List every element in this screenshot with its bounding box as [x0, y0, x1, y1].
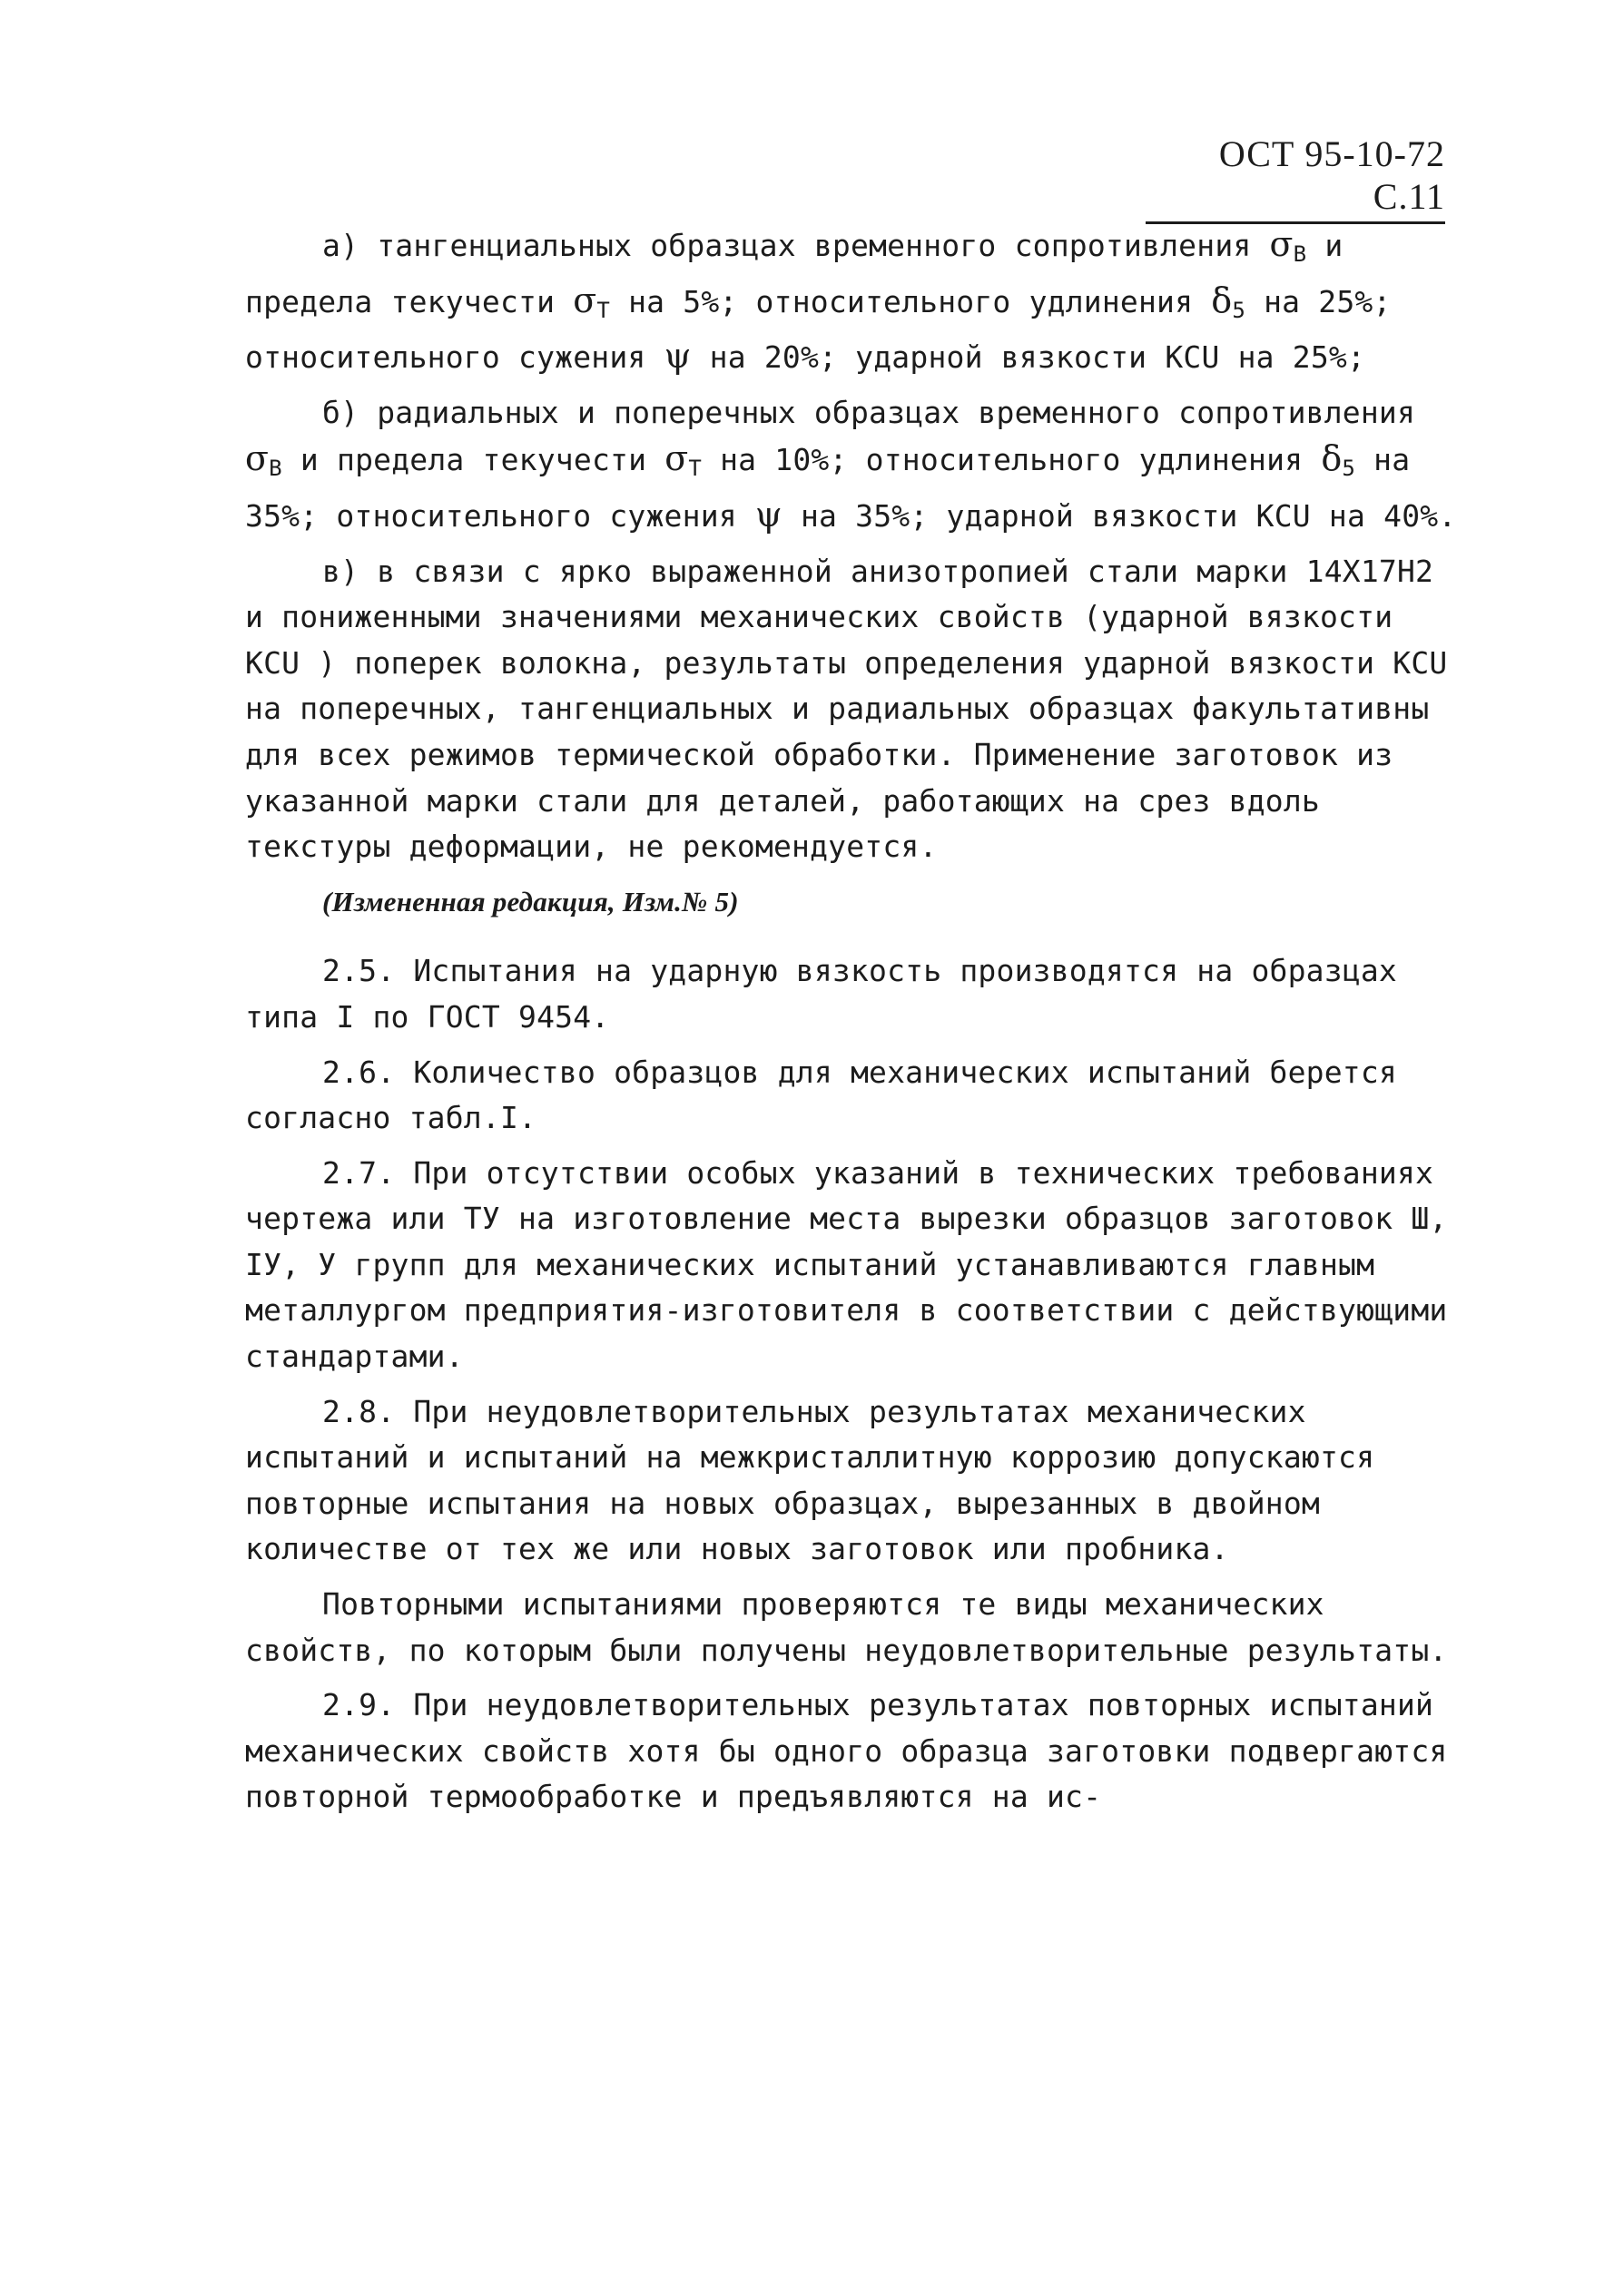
sigma-symbol: σ [664, 438, 689, 479]
paragraph-2-8-continued: Повторными испытаниями проверяются те виды механических свойств, по которым были получены неудовлетворительные результаты. [245, 1586, 1448, 1668]
clause-v: в) в связи с ярко выраженной анизотропией стали марки 14Х17Н2 и пониженными значениями механических свойств (ударной вязкости КСU ) поперек волокна, результаты определения ударной вязкости КСU на поперечных, тангенциальных и радиальных образцах факультативны для всех режимов термической обработки. Применение заготовок из указанной марки стали для деталей, работающих на срез вдоль текстуры деформации, не рекомендуется. [245, 553, 1448, 865]
subscript-b: В [1293, 241, 1307, 267]
clause-a: а) тангенциальных образцах временного сопротивления $\sigma_В$ и предела текучести $\sigma_Т$ на 5%; относительного удлинения $\delta_5$ на 25%; относительного сужения ψ на 20%; ударной вязкости КСU на 25%; [245, 224, 1392, 377]
subscript-5: 5 [1232, 297, 1245, 323]
document-body [245, 221, 1462, 1820]
subscript-b: В [269, 456, 282, 482]
paragraph-2-8: 2.8. При неудовлетворительных результатах механических испытаний и испытаний на межкристаллитную коррозию допускаются повторные испытания на новых образцах, вырезанных в двойном количестве от тех же или новых заготовок или пробника. [245, 1393, 1375, 1567]
delta-symbol: δ [1321, 438, 1343, 479]
sigma-symbol: σ [1269, 224, 1294, 264]
subscript-t: Т [596, 297, 611, 323]
subscript-5: 5 [1342, 456, 1356, 482]
amendment-note: (Измененная редакция, Изм.№ 5) [322, 885, 739, 917]
sigma-symbol: σ [573, 280, 597, 320]
paragraph-2-7: 2.7. При отсутствии особых указаний в технических требованиях чертежа или ТУ на изготовление места вырезки образцов заготовок Ш, IУ, У групп для механических испытаний устанавливаются главным металлургом предприятия-изготовителя в соответствии с действующими стандартами. [245, 1154, 1448, 1375]
clause-b: б) радиальных и поперечных образцах временного сопротивления $\sigma_В$ и предела текучести $\sigma_Т$ на 10%; относительного удлинения $\delta_5$ на 35%; относительного сужения ψ на 35%; ударной вязкости КСU на 40%. [245, 394, 1457, 535]
psi-symbol: ψ [664, 336, 692, 377]
delta-symbol: δ [1211, 280, 1233, 320]
psi-symbol: ψ [754, 494, 782, 535]
sigma-symbol: σ [245, 438, 270, 479]
paragraph-2-6: 2.6. Количество образцов для механических испытаний берется согласно табл.I. [245, 1054, 1397, 1136]
subscript-t: Т [688, 456, 703, 482]
paragraph-2-5: 2.5. Испытания на ударную вязкость производятся на образцах типа I по ГОСТ 9454. [245, 953, 1397, 1035]
paragraph-2-9: 2.9. При неудовлетворительных результатах повторных испытаний механических свойств хотя бы одного образца заготовки подвергаются повторной термообработке и предъявляются на ис- [245, 1687, 1448, 1815]
standard-page-header: ОСТ 95-10-72 С.11 [1146, 132, 1445, 224]
